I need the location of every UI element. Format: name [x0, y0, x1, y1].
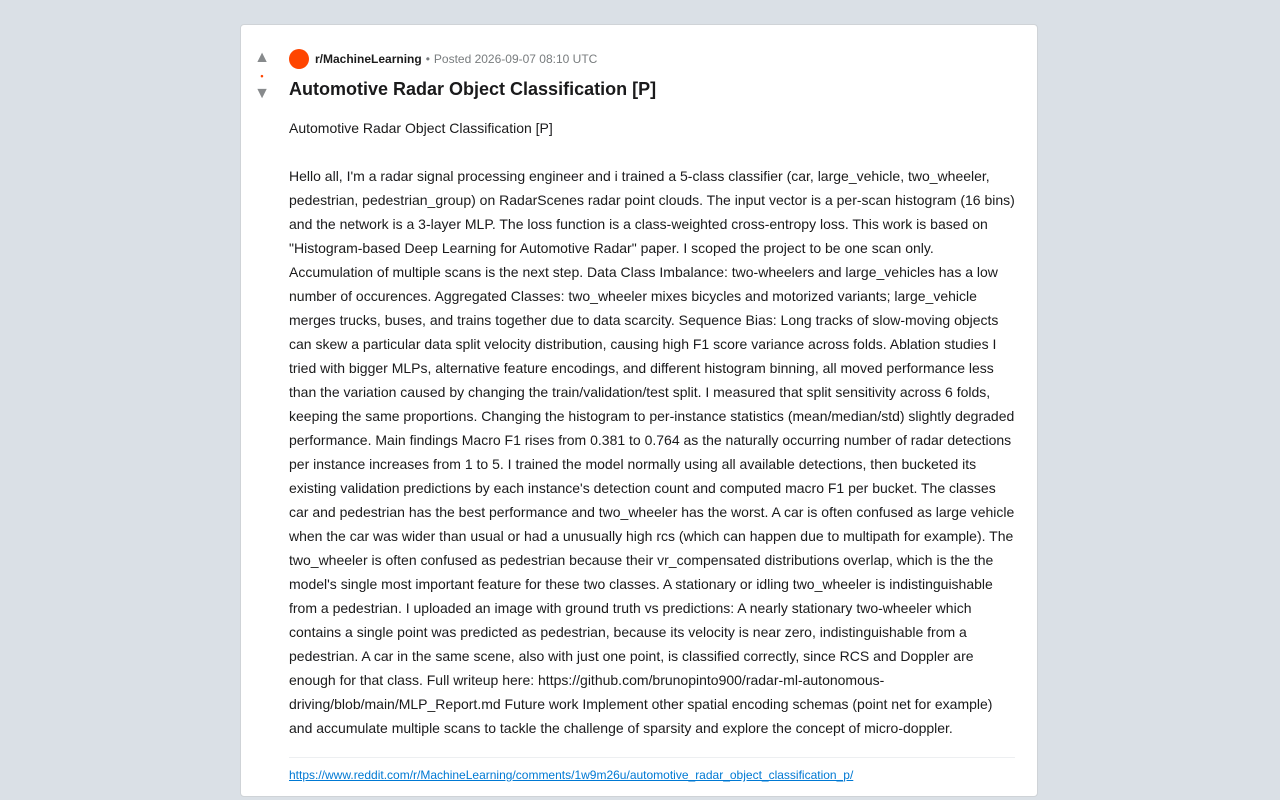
meta-separator: • — [425, 52, 430, 66]
post-content — [289, 49, 1015, 783]
vote-score: • — [260, 71, 264, 81]
post-timestamp: Posted 2026-09-07 08:10 UTC — [433, 52, 598, 66]
up-arrow-icon[interactable]: ▲ — [254, 49, 270, 66]
subreddit-link[interactable]: r/MachineLearning — [315, 52, 422, 66]
post-meta — [289, 49, 1015, 69]
post-footer — [289, 757, 1015, 783]
post-body-main: Hello all, I'm a radar signal processing engineer and i trained a 5-class classifier (car, large_vehicle, two_wheeler, pedestrian, pedestrian_group) on RadarScenes radar point clouds. The input vector is a per-scan histogram (16 bins) and the network is a 3-layer MLP. The loss function is a class-weighted cross-entropy loss. This work is based on "Histogram-based Deep Learning for Automotive Radar" paper. I scoped the project to be one scan only. Accumulation of multiple scans is the next step. Data Class Imbalance: two-wheelers and large_vehicles has a low number of occurences. Aggregated Classes: two_wheeler mixes bicycles and motorized variants; large_vehicle merges trucks, buses, and trains together due to data scarcity. Sequence Bias: Long tracks of slow-moving objects can skew a particular data split velocity distribution, causing high F1 score variance across folds. Ablation studies I tried with bigger MLPs, alternative feature encodings, and different histogram binning, all moved performance less than the variation caused by changing the train/validation/test split. I measured that split sensitivity across 6 folds, keeping the same proportions. Changing the histogram to per-instance statistics (mean/median/std) slightly degraded performance. Main findings Macro F1 rises from 0.381 to 0.764 as the naturally occurring number of radar detections per instance increases from 1 to 5. I trained the model normally using all available detections, then bucketed its existing validation predictions by each instance's detection count and computed macro F1 per bucket. The classes car and pedestrian has the best performance and two_wheeler has the worst. A car is often confused as large vehicle when the car was wider than usual or had a unusually high rcs (which can happen due to multipath for example). The two_wheeler is often confused as pedestrian because their vr_compensated distributions overlap, which is the the model's single most important feature for these two classes. A stationary or idling two_wheeler is indistinguishable from a pedestrian. I uploaded an image with ground truth vs predictions: A nearly stationary two-wheeler which contains a single point was predicted as pedestrian, because its velocity is near zero, indistinguishable from a pedestrian. A car in the same scene, also with just one point, is classified correctly, since RCS and Doppler are enough for that class. Full writeup here: https://github.com/brunopinto900/radar-ml-autonomous-driving/blob/main/MLP_Report.md Future work Implement other spatial encoding schemas (point net for example) and accumulate multiple scans to tackle the challenge of sparsity and explore the concept of micro-doppler. — [289, 168, 1015, 736]
post-body — [289, 116, 1015, 740]
post-card — [240, 24, 1038, 797]
post-title[interactable]: Automotive Radar Object Classification [P] — [289, 79, 657, 99]
post-body-intro: Automotive Radar Object Classification [P] — [289, 120, 553, 136]
vote-column — [251, 49, 273, 103]
down-arrow-icon[interactable]: ▼ — [254, 85, 270, 102]
subreddit-avatar[interactable] — [289, 49, 309, 69]
post-permalink[interactable]: https://www.reddit.com/r/MachineLearning/comments/1w9m26u/automotive_radar_object_classification_p/ — [289, 768, 854, 782]
